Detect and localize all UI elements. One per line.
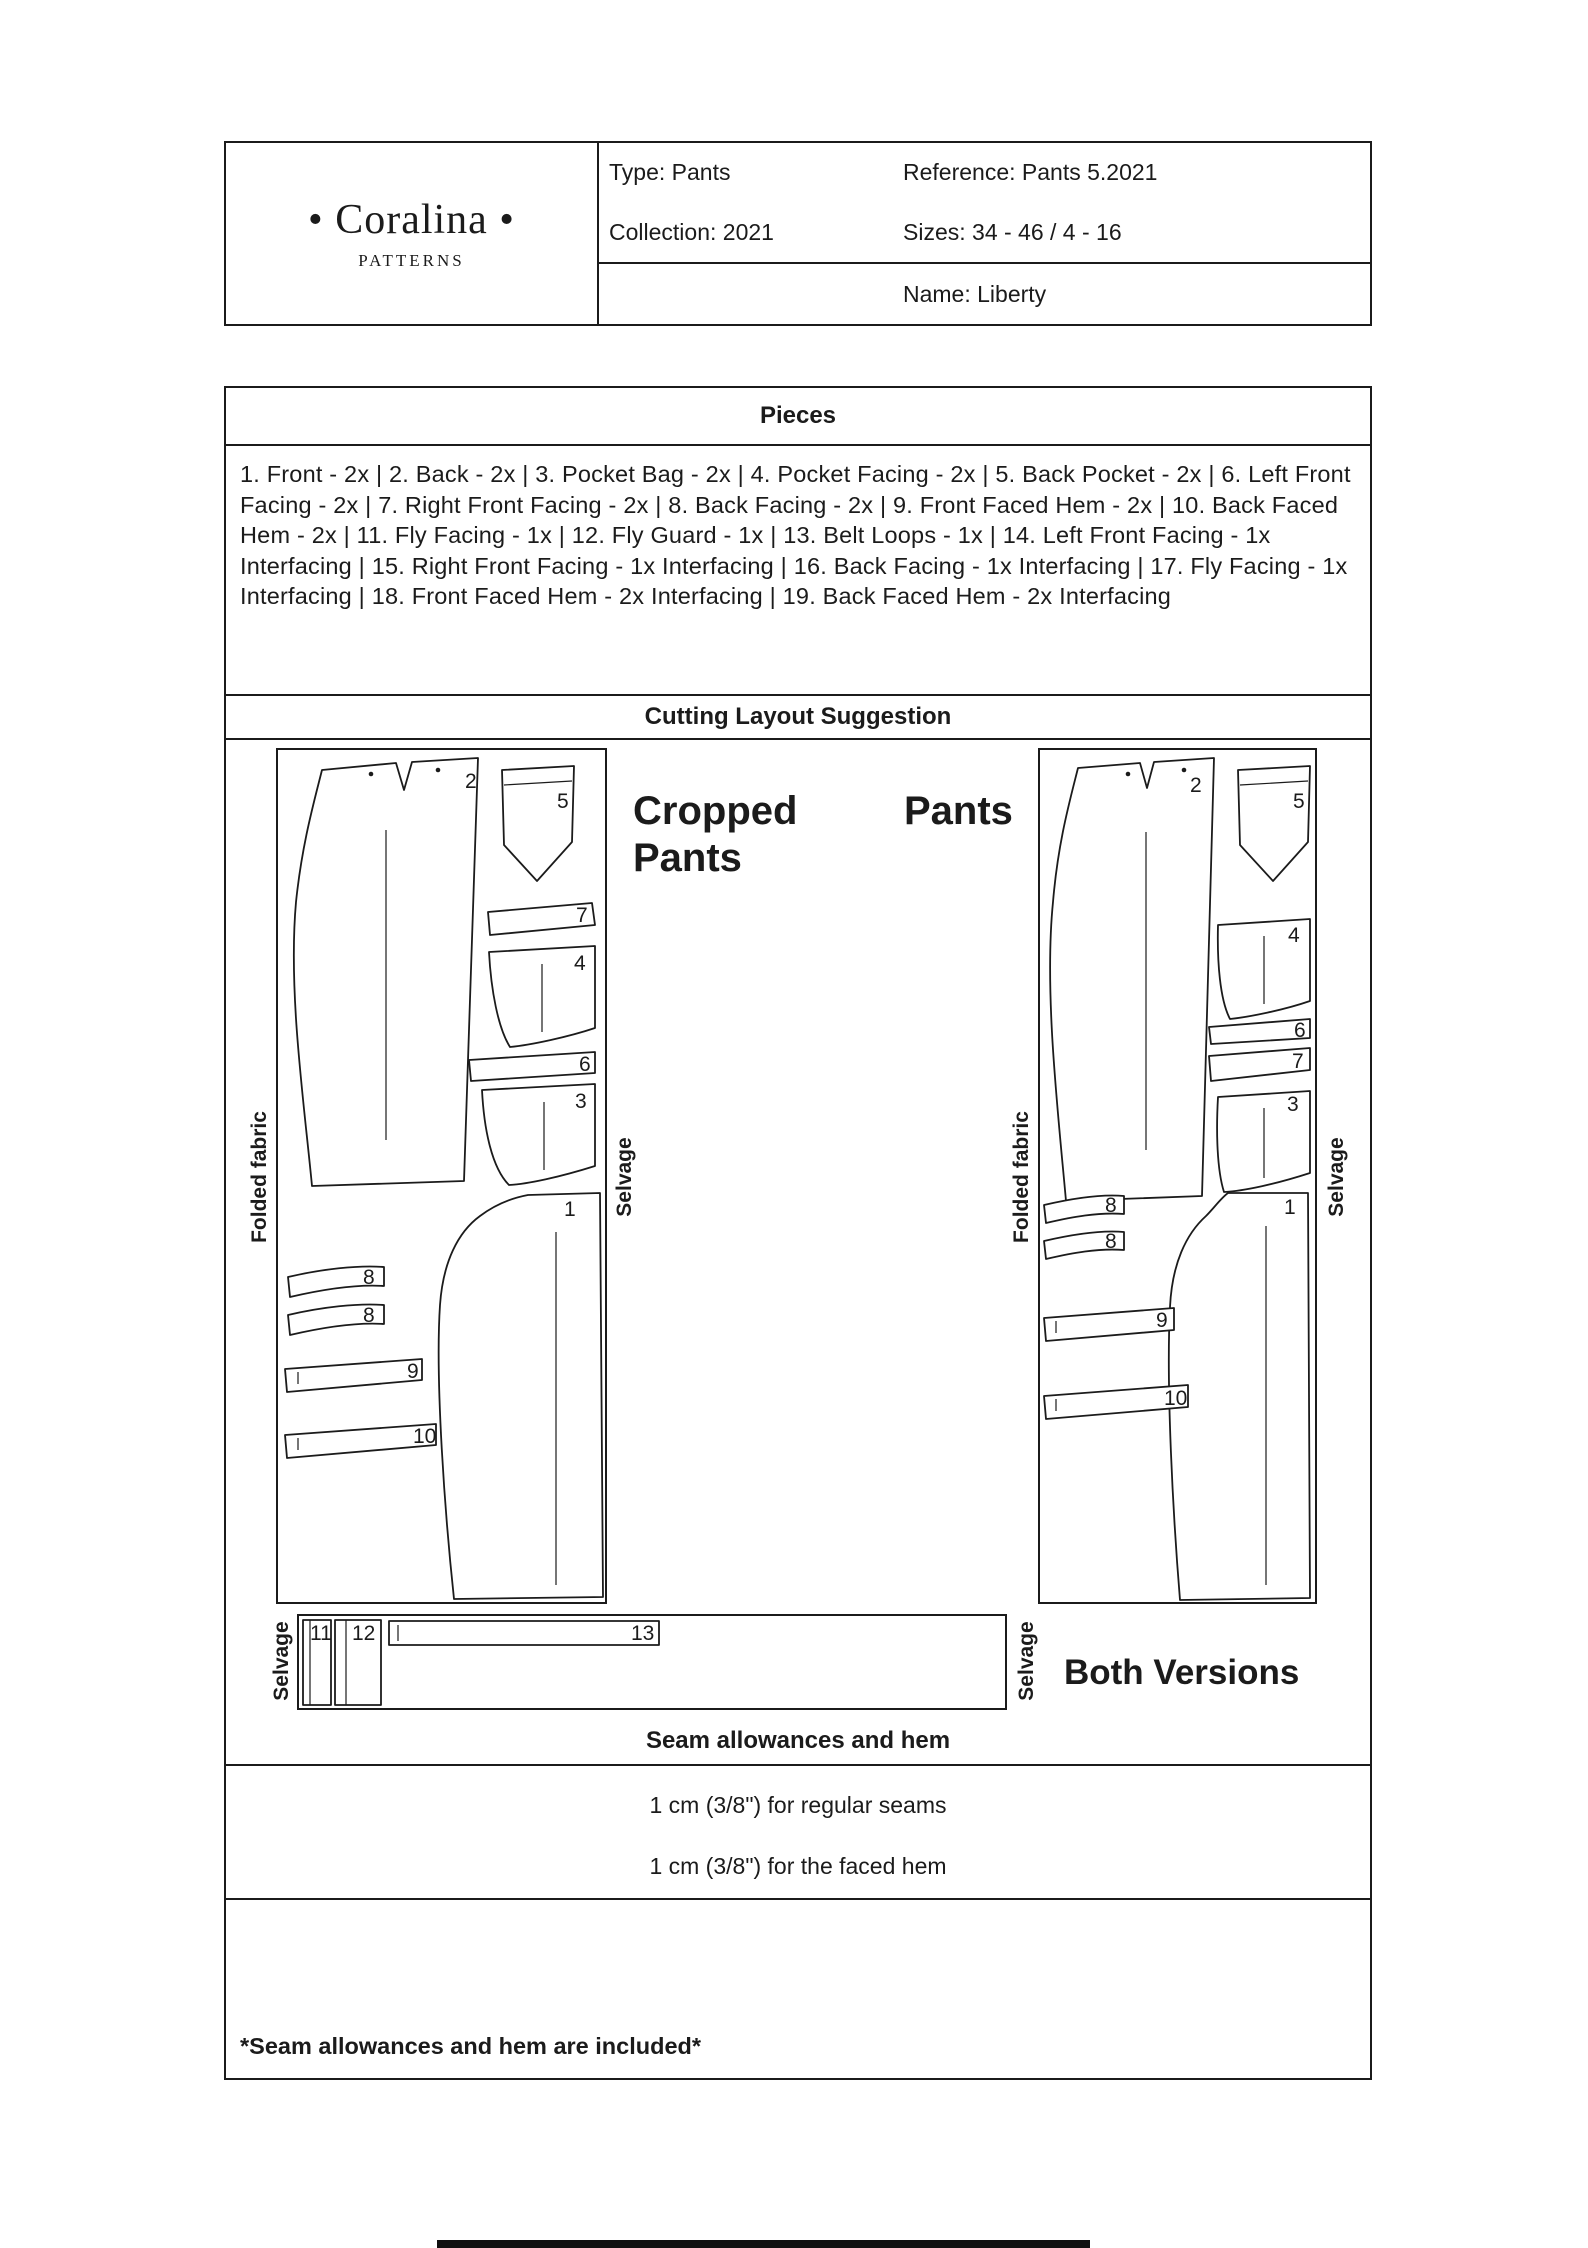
brand-logo: • Coralina •	[307, 197, 516, 243]
right-piece-2-back	[1050, 758, 1214, 1201]
selvage-label-bottom-right: Selvage	[1015, 1621, 1038, 1701]
cutting-layout-title: Cutting Layout Suggestion	[226, 696, 1370, 740]
left-piece-2-label: 2	[465, 770, 477, 793]
right-piece-1-front	[1169, 1193, 1310, 1600]
bottom-piece-13-label: 13	[631, 1622, 655, 1645]
header-row-3	[599, 262, 1370, 324]
right-piece-10-label: 10	[1164, 1387, 1188, 1410]
right-piece-5-label: 5	[1293, 790, 1305, 813]
left-piece-10-label: 10	[413, 1425, 437, 1448]
notch-dot	[1126, 772, 1131, 777]
cropped-pants-title-line2: Pants	[633, 836, 742, 880]
notch-dot	[1182, 768, 1187, 773]
seam-allowances-text	[226, 1766, 1370, 1900]
right-piece-7-label: 7	[1292, 1050, 1304, 1073]
selvage-label-bottom-left: Selvage	[270, 1621, 293, 1701]
bottom-piece-11-label: 11	[310, 1622, 332, 1645]
right-piece-9-front-faced-hem	[1044, 1308, 1174, 1341]
header-fields	[599, 143, 1370, 324]
notch-dot	[436, 768, 441, 773]
pieces-list: 1. Front - 2x | 2. Back - 2x | 3. Pocket Bag - 2x | 4. Pocket Facing - 2x | 5. Back Pocket - 2x | 6. Left Front Facing - 2x | 7. Right Front Facing - 2x | 8. Back Facing - 2x | 9. Front Faced Hem - 2x | 10. Back Faced Hem - 2x | 11. Fly Facing - 1x | 12. Fly Guard - 1x | 13. Belt Loops - 1x | 14. Left Front Facing - 1x Interfacing | 15. Right Front Facing - 1x Interfacing | 16. Back Facing - 1x Interfacing | 17. Fly Facing - 1x Interfacing | 18. Front Faced Hem - 2x Interfacing | 19. Back Faced Hem - 2x Interfacing	[226, 446, 1370, 696]
left-piece-8a-label: 8	[363, 1266, 375, 1289]
header-row-2	[599, 203, 1370, 263]
both-versions-title: Both Versions	[1064, 1653, 1300, 1692]
left-piece-7-label: 7	[576, 904, 588, 927]
field-name: Name: Liberty	[903, 280, 1047, 307]
header-row-1	[599, 143, 1370, 203]
right-piece-8a-label: 8	[1105, 1194, 1117, 1217]
cutting-layout-diagram-area	[226, 740, 1370, 1718]
left-piece-1-front	[439, 1193, 603, 1599]
cutting-layout-diagram	[226, 740, 1374, 1718]
seam-regular-line: 1 cm (3/8") for regular seams	[649, 1792, 947, 1818]
left-piece-8b-label: 8	[363, 1304, 375, 1327]
cropped-pants-title-line1: Cropped	[633, 789, 798, 833]
right-piece-1-label: 1	[1284, 1196, 1296, 1219]
footer-area	[226, 1900, 1370, 2078]
left-piece-9-front-faced-hem	[285, 1359, 422, 1392]
brand-subtitle: PATTERNS	[358, 251, 465, 270]
main-content-box	[224, 386, 1372, 2080]
left-piece-3-label: 3	[575, 1090, 587, 1113]
right-piece-9-label: 9	[1156, 1309, 1168, 1332]
left-piece-9-label: 9	[407, 1360, 419, 1383]
header-table	[224, 141, 1372, 326]
next-page-edge	[437, 2240, 1090, 2248]
seam-faced-hem-line: 1 cm (3/8") for the faced hem	[649, 1853, 947, 1879]
right-piece-8b-label: 8	[1105, 1230, 1117, 1253]
bottom-piece-12-label: 12	[352, 1622, 376, 1645]
left-piece-6-label: 6	[579, 1053, 591, 1076]
pants-title: Pants	[904, 789, 1013, 833]
right-piece-3-label: 3	[1287, 1093, 1299, 1116]
seam-footnote: *Seam allowances and hem are included*	[240, 2033, 702, 2059]
field-type: Type: Pants	[609, 159, 731, 186]
selvage-label-left-layout: Selvage	[613, 1137, 636, 1217]
seam-section-title: Seam allowances and hem	[226, 1718, 1370, 1766]
notch-dot	[369, 772, 374, 777]
right-piece-6-label: 6	[1294, 1019, 1306, 1042]
field-collection: Collection: 2021	[609, 219, 774, 245]
left-piece-4-label: 4	[574, 952, 586, 975]
right-piece-4-label: 4	[1288, 924, 1300, 947]
field-reference: Reference: Pants 5.2021	[903, 159, 1158, 186]
selvage-label-right-layout: Selvage	[1325, 1137, 1348, 1217]
pieces-section-title: Pieces	[226, 388, 1370, 446]
folded-fabric-label-left: Folded fabric	[248, 1111, 271, 1243]
brand-cell	[226, 143, 599, 324]
left-piece-5-label: 5	[557, 790, 569, 813]
right-piece-2-label: 2	[1190, 774, 1202, 797]
left-piece-6-left-front-facing	[469, 1052, 595, 1081]
folded-fabric-label-right: Folded fabric	[1010, 1111, 1033, 1243]
left-piece-1-label: 1	[564, 1198, 576, 1221]
bottom-piece-13-belt-loops	[389, 1621, 659, 1645]
field-sizes: Sizes: 34 - 46 / 4 - 16	[903, 219, 1122, 245]
